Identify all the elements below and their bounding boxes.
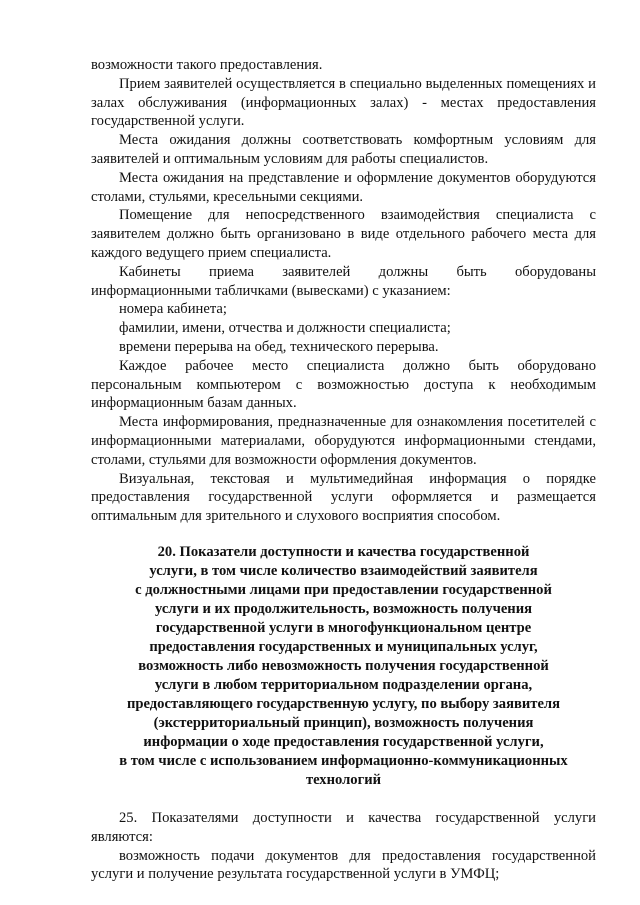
list-item: номера кабинета; (119, 301, 227, 318)
paragraph-information-places: Места информирования, предназначенные для ознакомления посетителей с информационными материалами, оборудуются информационными стендами, столами, стульями для возможности оформления документов. (91, 414, 596, 468)
heading-line: услуги в любом территориальном подразделении органа, (154, 676, 533, 693)
paragraph-submission: возможность подачи документов для предоставления государственной услуги и получение результата государственной услуги в УМФЦ; (91, 847, 596, 883)
heading-line: информации о ходе предоставления государственной услуги, (143, 733, 544, 750)
section-heading (91, 543, 596, 790)
heading-line: государственной услуги в многофункциональном центре (155, 619, 532, 636)
heading-line: технологий (305, 771, 382, 788)
paragraph-reception: Прием заявителей осуществляется в специально выделенных помещениях и залах обслуживания (информационных залах) - местах предоставления государственной услуги. (91, 75, 596, 130)
heading-line: (экстерриториальный принцип), возможность получения (153, 714, 534, 731)
list-item: времени перерыва на обед, технического перерыва. (119, 338, 439, 355)
paragraph-workplace: Каждое рабочее место специалиста должно быть оборудовано персональным компьютером с возможностью доступа к необходимым информационным базам данных. (91, 357, 596, 412)
paragraph-cabinets: Кабинеты приема заявителей должны быть оборудованы информационными табличками (вывесками) с указанием: (91, 263, 596, 299)
heading-line: предоставления государственных и муниципальных услуг, (149, 638, 538, 655)
list-item: фамилии, имени, отчества и должности специалиста; (119, 320, 451, 337)
paragraph-continuation: возможности такого предоставления. (91, 57, 323, 73)
paragraph-interaction-room: Помещение для непосредственного взаимодействия специалиста с заявителем должно быть организовано в виде отдельного рабочего места для каждого ведущего прием специалиста. (91, 207, 596, 261)
document-page (91, 56, 596, 884)
paragraph-waiting-places: Места ожидания должны соответствовать комфортным условиям для заявителей и оптимальным условиям для работы специалистов. (91, 132, 596, 167)
heading-line: 20. Показатели доступности и качества государственной (157, 543, 530, 560)
heading-line: услуги и их продолжительность, возможность получения (154, 600, 533, 617)
heading-line: в том числе с использованием информационно-коммуникационных (119, 752, 568, 769)
paragraph-waiting-equipment: Места ожидания на представление и оформление документов оборудуются столами, стульями, кресельными секциями. (91, 169, 596, 205)
paragraph-visual-information: Визуальная, текстовая и мультимедийная информация о порядке предоставления государственной услуги оформляется и размещается оптимальным для зрительного и слухового восприятия способом. (91, 470, 596, 525)
heading-line: с должностными лицами при предоставлении государственной (135, 581, 552, 598)
heading-line: услуги, в том числе количество взаимодействий заявителя (149, 562, 538, 579)
heading-line: возможность либо невозможность получения государственной (138, 657, 549, 674)
heading-line: предоставляющего государственную услугу, по выбору заявителя (126, 695, 561, 712)
paragraph-indicators: 25. Показателями доступности и качества государственной услуги являются: (91, 809, 596, 845)
